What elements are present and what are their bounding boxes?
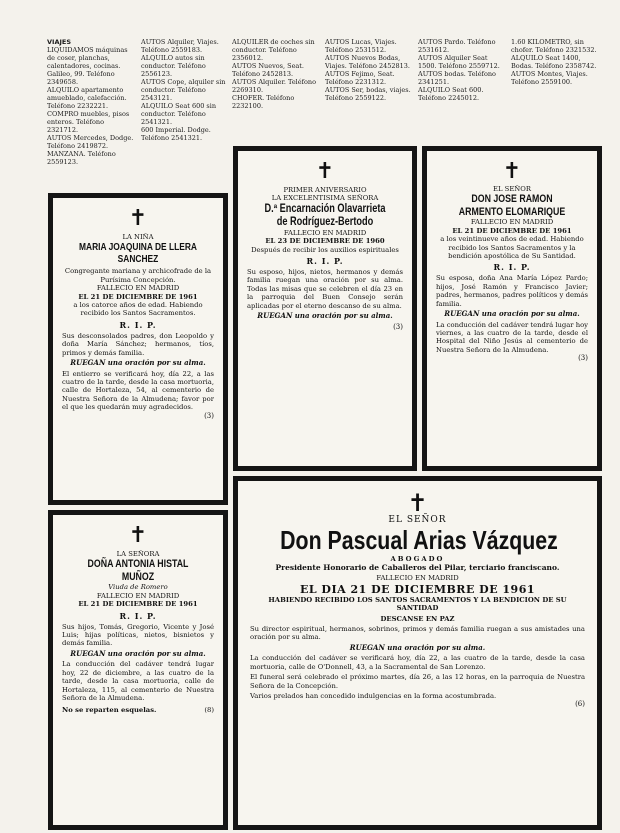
notice-funeral: La conducción del cadáver se verificará hoy, día 22, a las cuatro de la tarde, desde la casa mortuoria, calle de O'Donnell, 43, a la Sacramental de San Lorenzo. — [250, 654, 585, 671]
classified-ad: AUTOS Mercedes, Dodge. Teléfono 2419872. — [47, 134, 134, 150]
notice-age: a los catorce años de edad. Habiendo recibido los Santos Sacramentos. — [73, 301, 203, 318]
notice-pre: LA NIÑA — [122, 233, 154, 241]
notice-date: EL 21 DE DICIEMBRE DE 1961 — [78, 292, 198, 301]
obituary-llera — [48, 193, 228, 505]
notice-pre: EL SEÑOR — [388, 515, 447, 525]
classified-ad: 600 Imperial. Dodge. Teléfono 2541321. — [141, 126, 211, 142]
notice-sac: Después de recibir los auxilios espirituales — [251, 245, 399, 254]
deceased-name: D.ª Encarnación Olavarrieta de Rodríguez-Bertodo — [264, 202, 386, 228]
classified-ad: 1.60 KILOMETRO, sin chofer. Teléfono 2321532. — [511, 38, 597, 54]
cross-icon: ✝ — [128, 523, 148, 548]
notice-ruegan: RUEGAN una oración por su alma. — [257, 311, 393, 321]
classified-ad: AUTOS Ser, bodas, viajes. Teléfono 2559122. — [325, 86, 411, 102]
notice-fall: FALLECIO EN MADRID — [283, 228, 367, 237]
classified-ad: ALQUILER de coches sin conductor. Teléfono 2356012. — [232, 38, 315, 62]
classified-col-3 — [232, 38, 320, 138]
classified-ad: AUTOS Nuevos, Seat. Teléfono 2452813. — [232, 62, 304, 78]
classified-ad: ALQUILO Seat 600. Teléfono 2245012. — [418, 86, 484, 102]
notice-pre: PRIMER ANIVERSARIO — [283, 186, 367, 194]
classified-ad: AUTOS bodas. Teléfono 2341251. — [418, 70, 496, 86]
notice-ruegan: RUEGAN una oración por su alma. — [349, 642, 486, 652]
classified-col-1 — [47, 38, 135, 188]
notice-funeral: El entierro se verificará hoy, día 22, a las cuatro de la tarde, desde la casa mortuoria, calle de Hortaleza, 54, al cementerio de Nuestra Señora de la Almudena; favor por el que les quedarán muy agradecidos. — [62, 369, 214, 412]
classified-ad: ALQUILO apartamento amueblado, calefacción. Teléfono 2232221. — [47, 86, 127, 110]
notice-pre: LA SEÑORA — [116, 550, 160, 558]
notice-pre: EL SEÑOR — [493, 185, 531, 193]
notice-body: Su esposo, hijos, nietos, hermanos y demás familia ruegan una oración por su alma. Todas las misas que se celebren el día 23 en la parroquia del Buen Consejo serán aplicadas por el eterno descanso de su alma. — [247, 268, 403, 310]
deceased-name: DON JOSE RAMON ARMENTO ELOMARIQUE — [458, 193, 566, 218]
classified-ad: COMPRO muebles, pisos enteros. Teléfono 2321712. — [47, 110, 130, 134]
classified-ad: AUTOS Pardo. Teléfono 2531612. — [418, 38, 496, 54]
classified-ad: MANZANA. Teléfono 2559123. — [47, 150, 116, 166]
notice-body: Sus desconsolados padres, don Leopoldo y doña María Sánchez; hermanos, tíos, primos y demás familia. — [62, 331, 214, 357]
notice-ruegan: RUEGAN una oración por su alma. — [444, 309, 580, 319]
notice-body: Su esposa, doña Ana María López Pardo; hijos, José Ramón y Francisco Javier; padres, hermanos, padres políticos y demás familia. — [436, 274, 588, 308]
notice-pre2: LA EXCELENTISIMA SEÑORA — [271, 194, 379, 203]
cross-icon: ✝ — [407, 489, 428, 517]
classified-ad: ALQUILO Seat 600 sin conductor. Teléfono 2541321. — [141, 102, 217, 126]
deceased-name: DOÑA ANTONIA HISTAL MUÑOZ — [87, 558, 189, 583]
deceased-name: Don Pascual Arias Vázquez — [280, 525, 558, 555]
classified-ad: AUTOS Fejimo, Seat. Teléfono 2231312. — [325, 70, 395, 86]
obituary-arias — [233, 476, 602, 830]
notice-date: EL 21 DE DICIEMBRE DE 1961 — [78, 600, 198, 609]
classified-ad: CHOFER. Teléfono 2232100. — [232, 94, 295, 110]
notice-fall: FALLECIO EN MADRID — [96, 284, 180, 293]
classified-col-4 — [325, 38, 413, 138]
obituary-armento — [422, 146, 602, 471]
cross-icon: ✝ — [502, 159, 522, 184]
notice-ruegan: RUEGAN una oración por su alma. — [70, 358, 206, 368]
notice-sac: HABIENDO RECIBIDO LOS SANTOS SACRAMENTOS Y LA BENDICION DE SU SANTIDAD — [268, 595, 567, 613]
notice-funeral: La conducción del cadáver tendrá lugar hoy, 22 de diciembre, a las cuatro de la tarde, desde la casa mortuoria, calle de Hortaleza, 115, al cementerio de Nuestra Señora de la Almudena. — [62, 660, 214, 702]
notice-prof: ABOGADO — [390, 555, 445, 563]
classified-ad: ALQUILO autos sin conductor. Teléfono 2556123. — [141, 54, 206, 78]
obituary-histal — [48, 510, 228, 830]
rip: R. I. P. — [119, 610, 157, 621]
notice-fall: FALLECIO EN MADRID — [470, 218, 554, 227]
notice-code: (3) — [204, 411, 214, 420]
notice-date: EL 23 DE DICIEMBRE DE 1960 — [265, 237, 385, 246]
rip: R. I. P. — [119, 319, 157, 330]
notice-funeral: La conducción del cadáver tendrá lugar hoy viernes, a las cuatro de la tarde, desde el Hospital del Niño Jesús al cementerio de Nuestra Señora de la Almudena. — [436, 320, 589, 354]
rip: R. I. P. — [306, 256, 344, 267]
notice-body: Su director espiritual, hermanos, sobrinos, primos y demás familia ruegan a sus amistades una oración por su alma. — [250, 625, 585, 642]
classified-ad: AUTOS Alquiler. Teléfono 2269310. — [232, 78, 317, 94]
notice-ruegan: RUEGAN una oración por su alma. — [70, 648, 206, 658]
classified-ad: LIQUIDAMOS máquinas de coser, planchas, calentadores, cocinas. Galileo, 99. Teléfono 2349658. — [47, 46, 128, 86]
classified-heading: VIAJES — [47, 38, 72, 46]
notice-body: Sus hijos, Tomás, Gregorio, Vicente y José Luis; hijas políticas, nietos, bisnietos y demás familia. — [62, 622, 214, 648]
deceased-name: MARIA JOAQUINA DE LLERA SANCHEZ — [79, 241, 197, 266]
notice-title: Presidente Honorario de Caballeros del Pilar, terciario franciscano. — [275, 563, 560, 573]
notice-code: (8) — [204, 706, 214, 715]
classified-ad: AUTOS Cope, alquiler sin conductor. Teléfono 2543121. — [141, 78, 226, 102]
notice-note: No se reparten esquelas. — [62, 706, 157, 715]
rip: R. I. P. — [493, 262, 531, 273]
classified-ad: AUTOS Lucas, Viajes. Teléfono 2531512. — [325, 38, 397, 54]
classified-col-6 — [511, 38, 601, 138]
notice-date: EL 21 DE DICIEMBRE DE 1961 — [452, 226, 572, 235]
notice-funeral-2: El funeral será celebrado el próximo martes, día 26, a las 12 horas, en la parroquia de Nuestra Señora de la Concepción. — [250, 673, 585, 690]
notice-fall: FALLECIO EN MADRID — [376, 574, 459, 583]
notice-fall: FALLECIO EN MADRID — [96, 591, 180, 600]
classified-col-2 — [141, 38, 226, 188]
classified-ad: AUTOS Alquiler Seat 1500. Teléfono 2559712. — [418, 54, 500, 70]
classified-ad: AUTOS Nuevos Bodas, Viajes. Teléfono 2452813. — [325, 54, 410, 70]
classified-ad: AUTOS Alquiler, Viajes. Teléfono 2559183. — [141, 38, 219, 54]
notice-date: EL DIA 21 DE DICIEMBRE DE 1961 — [299, 582, 536, 596]
notice-code: (3) — [578, 354, 588, 363]
obituary-olavarrieta — [233, 146, 417, 471]
cross-icon: ✝ — [315, 159, 335, 184]
notice-desc: Congregante mariana y archicofrade de la Purísima Concepción. — [64, 267, 212, 284]
notice-age: a los veintinueve años de edad. Habiendo recibido los Santos Sacramentos y la bendición apostólica de Su Santidad. — [440, 235, 584, 261]
notice-civ: Viuda de Romero — [108, 583, 168, 592]
notice-funeral-3: Varios prelados han concedido indulgencias en la forma acostumbrada. — [250, 691, 497, 700]
cross-icon: ✝ — [128, 206, 148, 231]
notice-rest: DESCANSE EN PAZ — [380, 614, 455, 623]
notice-code: (3) — [393, 322, 403, 331]
classified-col-5 — [418, 38, 506, 138]
classified-ad: ALQUILO Seat 1400, Bodas. Teléfono 2358742. — [511, 54, 597, 70]
notice-code: (6) — [575, 700, 585, 709]
classified-ad: AUTOS Montes, Viajes. Teléfono 2559100. — [511, 70, 588, 86]
